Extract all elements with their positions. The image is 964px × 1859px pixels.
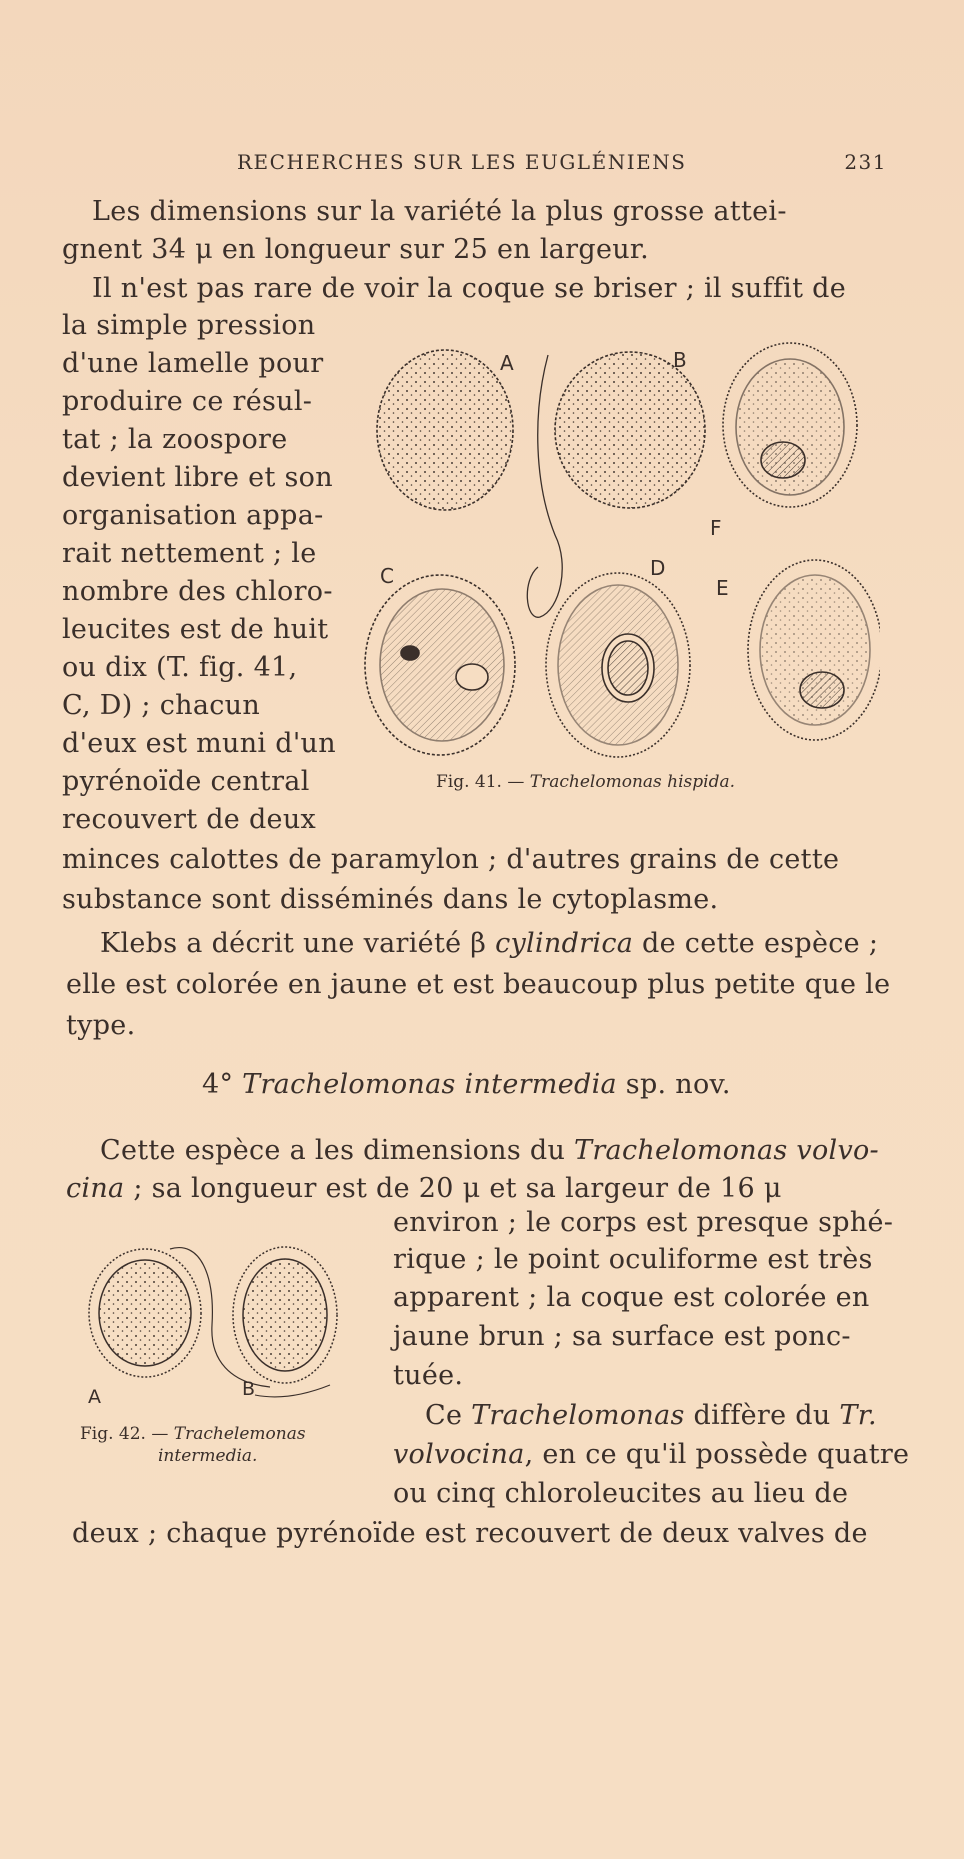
- text-line: Les dimensions sur la variété la plus grosse attei-: [92, 196, 787, 227]
- running-title: RECHERCHES SUR LES EUGLÉNIENS: [237, 150, 687, 174]
- text-line: cina ; sa longueur est de 20 μ et sa largeur de 16 μ: [66, 1173, 782, 1204]
- text-line: Klebs a décrit une variété β cylindrica de cette espèce ;: [100, 928, 879, 959]
- cell-a-shell: [377, 350, 513, 510]
- page-header: [237, 150, 887, 174]
- label-e: E: [716, 576, 729, 600]
- figure-41-caption: Fig. 41. — Trachelomonas hispida.: [436, 772, 736, 792]
- text-line: Il n'est pas rare de voir la coque se briser ; il suffit de: [92, 273, 847, 304]
- text-line: volvocina, en ce qu'il possède quatre: [393, 1439, 910, 1470]
- page-number: 231: [844, 150, 887, 174]
- text-line: jaune brun ; sa surface est ponc-: [393, 1321, 851, 1352]
- text-line: ou cinq chloroleucites au lieu de: [393, 1478, 849, 1509]
- text-line: elle est colorée en jaune et est beaucoup plus petite que le: [66, 969, 891, 1000]
- text-line: organisation appa-: [62, 500, 324, 531]
- text-line: Cette espèce a les dimensions du Trachelomonas volvo-: [100, 1135, 879, 1166]
- text-line: d'une lamelle pour: [62, 348, 324, 379]
- label-d: D: [650, 556, 666, 580]
- text-line: nombre des chloro-: [62, 576, 333, 607]
- text-line: leucites est de huit: [62, 614, 329, 645]
- text-line: rique ; le point oculiforme est très: [393, 1244, 873, 1275]
- figure-42: [80, 1235, 350, 1410]
- label-b: B: [673, 348, 687, 372]
- figure-42-caption-line1: Fig. 42. — Trachelemonas: [80, 1424, 306, 1444]
- text-line: recouvert de deux: [62, 804, 317, 835]
- label-c: C: [380, 564, 394, 588]
- label-f: F: [710, 516, 722, 540]
- cell-b-shell: [555, 352, 705, 508]
- figure-42-caption-line2: intermedia.: [158, 1446, 258, 1466]
- text-line: Ce Trachelomonas diffère du Tr.: [425, 1400, 877, 1431]
- flagellum: [527, 355, 562, 617]
- text-line: tat ; la zoospore: [62, 424, 288, 455]
- text-line: gnent 34 μ en longueur sur 25 en largeur.: [62, 234, 650, 265]
- text-line: apparent ; la coque est colorée en: [393, 1282, 870, 1313]
- text-line: minces calottes de paramylon ; d'autres grains de cette: [62, 844, 840, 875]
- text-line: environ ; le corps est presque sphé-: [393, 1207, 894, 1238]
- text-line: deux ; chaque pyrénoïde est recouvert de deux valves de: [72, 1518, 868, 1549]
- text-line: ou dix (T. fig. 41,: [62, 652, 298, 683]
- text-line: substance sont disséminés dans le cytoplasme.: [62, 884, 719, 915]
- text-line: pyrénoïde central: [62, 766, 310, 797]
- figure-41: [360, 335, 880, 765]
- text-line: d'eux est muni d'un: [62, 728, 336, 759]
- text-line: la simple pression: [62, 310, 316, 341]
- text-line: rait nettement ; le: [62, 538, 317, 569]
- text-line: tuée.: [393, 1360, 464, 1391]
- text-line: C, D) ; chacun: [62, 690, 261, 721]
- label-a: A: [88, 1386, 101, 1408]
- text-line: devient libre et son: [62, 462, 333, 493]
- label-a: A: [500, 351, 514, 375]
- text-line: produire ce résul-: [62, 386, 313, 417]
- text-line: type.: [66, 1010, 136, 1041]
- label-b: B: [242, 1378, 256, 1400]
- section-heading: 4° Trachelomonas intermedia sp. nov.: [202, 1069, 731, 1100]
